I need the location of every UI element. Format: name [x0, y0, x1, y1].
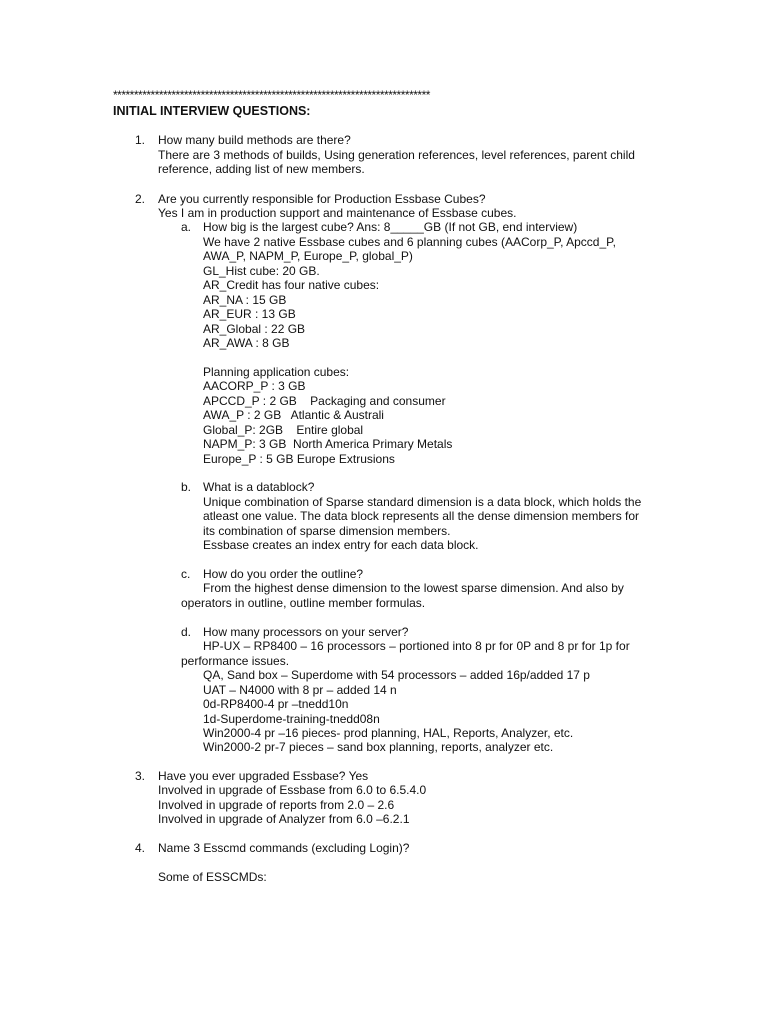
q2b-letter: b. — [181, 480, 192, 494]
q2a-planning-line: Global_P: 2GB Entire global — [203, 423, 364, 437]
q2c-letter: c. — [181, 567, 191, 581]
q2a-planning-line: Europe_P : 5 GB Europe Extrusions — [203, 452, 395, 466]
q2d-line: performance issues. — [181, 654, 290, 668]
q2a-planning-line: AWA_P : 2 GB Atlantic & Australi — [203, 408, 384, 422]
q2d-line: HP-UX – RP8400 – 16 processors – portioned into 8 pr for 0P and 8 pr for 1p for — [203, 639, 630, 653]
q2b-line: Unique combination of Sparse standard dimension is a data block, which holds the — [203, 495, 642, 509]
q2c-question: How do you order the outline? — [203, 567, 364, 581]
q3-line: Involved in upgrade of Essbase from 6.0 to 6.5.4.0 — [158, 783, 427, 797]
document-heading: INITIAL INTERVIEW QUESTIONS: — [113, 104, 311, 118]
q2a-question: How big is the largest cube? Ans: 8_____GB (If not GB, end interview) — [203, 220, 578, 234]
q2a-planning-line: AACORP_P : 3 GB — [203, 379, 306, 393]
q2a-line: AR_EUR : 13 GB — [203, 307, 296, 321]
q2c-line: From the highest dense dimension to the lowest sparse dimension. And also by — [203, 581, 624, 595]
q2d-line: 1d-Superdome-training-tnedd08n — [203, 712, 380, 726]
q3-line: Involved in upgrade of reports from 2.0 – 2.6 — [158, 798, 395, 812]
q2b-line: its combination of sparse dimension members. — [203, 524, 451, 538]
q2-number: 2. — [135, 192, 146, 206]
q2d-line: UAT – N4000 with 8 pr – added 14 n — [203, 683, 397, 697]
q1-question: How many build methods are there? — [158, 133, 351, 147]
q2a-planning-line: APCCD_P : 2 GB Packaging and consumer — [203, 394, 446, 408]
q2d-line: Win2000-2 pr-7 pieces – sand box planning, reports, analyzer etc. — [203, 740, 554, 754]
q2-question: Are you currently responsible for Production Essbase Cubes? — [158, 192, 486, 206]
q2a-line: GL_Hist cube: 20 GB. — [203, 264, 320, 278]
q1-number: 1. — [135, 133, 146, 147]
q2a-line: AR_Global : 22 GB — [203, 322, 306, 336]
q2d-line: Win2000-4 pr –16 pieces- prod planning, HAL, Reports, Analyzer, etc. — [203, 726, 574, 740]
q2c-line: operators in outline, outline member formulas. — [181, 596, 426, 610]
q2a-line: AWA_P, NAPM_P, Europe_P, global_P) — [203, 249, 413, 263]
q2b-question: What is a datablock? — [203, 480, 315, 494]
q2a-planning-header: Planning application cubes: — [203, 365, 350, 379]
q3-line: Involved in upgrade of Analyzer from 6.0 –6.2.1 — [158, 812, 410, 826]
q1-answer-line: There are 3 methods of builds, Using generation references, level references, parent child — [158, 148, 635, 162]
q2-answer: Yes I am in production support and maintenance of Essbase cubes. — [158, 206, 517, 220]
separator-stars: **************************************************************************** — [113, 88, 430, 102]
q4-number: 4. — [135, 841, 146, 855]
q2d-question: How many processors on your server? — [203, 625, 409, 639]
q2a-letter: a. — [181, 220, 192, 234]
q2a-planning-line: NAPM_P: 3 GB North America Primary Metals — [203, 437, 453, 451]
q3-number: 3. — [135, 769, 146, 783]
q3-question: Have you ever upgraded Essbase? Yes — [158, 769, 369, 783]
q2a-line: AR_NA : 15 GB — [203, 293, 287, 307]
q2d-letter: d. — [181, 625, 192, 639]
q4-question: Name 3 Esscmd commands (excluding Login)? — [158, 841, 410, 855]
q1-answer-line: reference, adding list of new members. — [158, 162, 365, 176]
q2d-line: 0d-RP8400-4 pr –tnedd10n — [203, 697, 349, 711]
q2b-line: Essbase creates an index entry for each data block. — [203, 538, 479, 552]
q2a-line: We have 2 native Essbase cubes and 6 planning cubes (AACorp_P, Apccd_P, — [203, 235, 616, 249]
q4-answer: Some of ESSCMDs: — [158, 870, 267, 884]
q2a-line: AR_Credit has four native cubes: — [203, 278, 380, 292]
q2a-line: AR_AWA : 8 GB — [203, 336, 290, 350]
q2d-line: QA, Sand box – Superdome with 54 processors – added 16p/added 17 p — [203, 668, 590, 682]
q2b-line: atleast one value. The data block represents all the dense dimension members for — [203, 509, 640, 523]
